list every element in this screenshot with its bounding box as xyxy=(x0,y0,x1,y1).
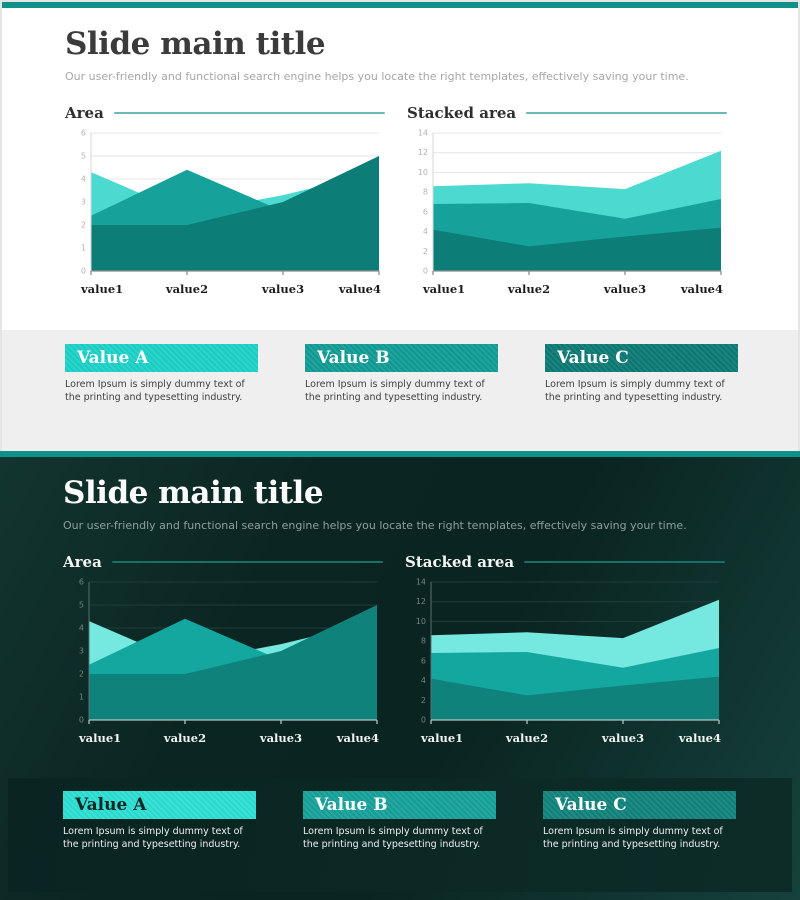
value-card-text: Lorem Ipsum is simply dummy text of the printing and typesetting industry. xyxy=(65,379,245,403)
values-section xyxy=(8,778,792,892)
svg-text:2: 2 xyxy=(78,669,84,679)
svg-text:value4: value4 xyxy=(336,730,379,745)
value-card-b xyxy=(305,344,498,451)
svg-text:1: 1 xyxy=(80,243,86,253)
stacked-area-chart-block xyxy=(405,553,725,750)
value-card-banner xyxy=(543,791,736,819)
value-card-banner xyxy=(545,344,738,372)
value-card-a xyxy=(65,344,258,451)
value-card-c xyxy=(545,344,738,451)
svg-text:4: 4 xyxy=(80,174,86,184)
value-card-banner xyxy=(305,344,498,372)
chart-header xyxy=(407,104,727,122)
svg-text:1: 1 xyxy=(78,692,84,702)
stacked-area-chart xyxy=(405,574,725,750)
value-card-banner xyxy=(303,791,496,819)
area-chart-block xyxy=(65,104,385,301)
svg-text:value2: value2 xyxy=(165,281,209,296)
chart-title-rule xyxy=(114,112,385,114)
charts-row xyxy=(63,553,730,750)
value-card-label: Value C xyxy=(555,795,627,815)
svg-text:10: 10 xyxy=(415,616,426,626)
svg-text:5: 5 xyxy=(78,600,84,610)
area-chart-block xyxy=(63,553,383,750)
value-card-label: Value B xyxy=(317,348,390,368)
area-chart xyxy=(63,574,383,750)
svg-text:value4: value4 xyxy=(678,730,721,745)
svg-text:14: 14 xyxy=(417,128,428,138)
svg-text:2: 2 xyxy=(420,695,426,705)
value-card-b xyxy=(303,791,496,892)
svg-text:6: 6 xyxy=(80,128,86,138)
svg-text:6: 6 xyxy=(420,655,426,665)
value-card-label: Value A xyxy=(75,795,147,815)
slide-subtitle: Our user-friendly and functional search engine helps you locate the right templates, effectively saving your time. xyxy=(63,518,687,532)
svg-text:14: 14 xyxy=(415,577,426,587)
svg-text:8: 8 xyxy=(422,187,428,197)
svg-text:value1: value1 xyxy=(423,281,466,296)
svg-text:3: 3 xyxy=(78,646,84,656)
svg-text:value3: value3 xyxy=(259,730,303,745)
value-card-text: Lorem Ipsum is simply dummy text of the printing and typesetting industry. xyxy=(543,826,723,850)
chart-header xyxy=(63,553,383,571)
value-card-text: Lorem Ipsum is simply dummy text of the printing and typesetting industry. xyxy=(305,379,485,403)
svg-text:0: 0 xyxy=(422,266,428,276)
svg-text:4: 4 xyxy=(78,623,84,633)
svg-text:12: 12 xyxy=(417,147,428,157)
chart-title-rule xyxy=(112,561,383,563)
svg-text:6: 6 xyxy=(422,206,428,216)
svg-text:value2: value2 xyxy=(163,730,207,745)
svg-text:3: 3 xyxy=(80,197,86,207)
svg-text:12: 12 xyxy=(415,596,426,606)
svg-text:2: 2 xyxy=(80,220,86,230)
chart-title: Stacked area xyxy=(405,552,515,571)
value-card-banner xyxy=(65,344,258,372)
slide-dark xyxy=(0,451,800,900)
accent-bar xyxy=(2,2,798,8)
area-chart xyxy=(65,125,385,301)
chart-title: Stacked area xyxy=(407,103,517,122)
svg-text:4: 4 xyxy=(422,226,428,236)
chart-title: Area xyxy=(63,552,102,571)
svg-text:0: 0 xyxy=(80,266,86,276)
svg-text:6: 6 xyxy=(78,577,84,587)
svg-text:4: 4 xyxy=(420,675,426,685)
svg-text:value2: value2 xyxy=(505,730,549,745)
stacked-area-chart xyxy=(407,125,727,301)
value-card-text: Lorem Ipsum is simply dummy text of the printing and typesetting industry. xyxy=(303,826,483,850)
value-card-label: Value B xyxy=(315,795,388,815)
page-title: Slide main title xyxy=(65,26,326,62)
value-card-text: Lorem Ipsum is simply dummy text of the printing and typesetting industry. xyxy=(545,379,725,403)
svg-text:10: 10 xyxy=(417,167,428,177)
svg-text:value1: value1 xyxy=(81,281,124,296)
value-card-label: Value A xyxy=(77,348,149,368)
svg-text:value4: value4 xyxy=(680,281,723,296)
svg-text:value3: value3 xyxy=(601,730,645,745)
accent-bar xyxy=(0,451,800,457)
stacked-area-chart-block xyxy=(407,104,727,301)
value-card-a xyxy=(63,791,256,892)
value-card-label: Value C xyxy=(557,348,629,368)
svg-text:5: 5 xyxy=(80,151,86,161)
svg-text:8: 8 xyxy=(420,636,426,646)
chart-title-rule xyxy=(526,112,727,114)
svg-text:0: 0 xyxy=(78,715,84,725)
svg-text:0: 0 xyxy=(420,715,426,725)
svg-text:value2: value2 xyxy=(507,281,551,296)
svg-text:value1: value1 xyxy=(421,730,464,745)
chart-header xyxy=(405,553,725,571)
value-card-text: Lorem Ipsum is simply dummy text of the printing and typesetting industry. xyxy=(63,826,243,850)
page-title: Slide main title xyxy=(63,475,324,511)
slide-subtitle: Our user-friendly and functional search engine helps you locate the right templates, effectively saving your time. xyxy=(65,69,689,83)
svg-text:value4: value4 xyxy=(338,281,381,296)
value-card-banner xyxy=(63,791,256,819)
svg-text:2: 2 xyxy=(422,246,428,256)
svg-text:value3: value3 xyxy=(603,281,647,296)
charts-row xyxy=(65,104,728,301)
values-section xyxy=(2,330,798,451)
svg-text:value3: value3 xyxy=(261,281,305,296)
svg-text:value1: value1 xyxy=(79,730,122,745)
chart-header xyxy=(65,104,385,122)
chart-title: Area xyxy=(65,103,104,122)
chart-title-rule xyxy=(524,561,725,563)
value-card-c xyxy=(543,791,736,892)
